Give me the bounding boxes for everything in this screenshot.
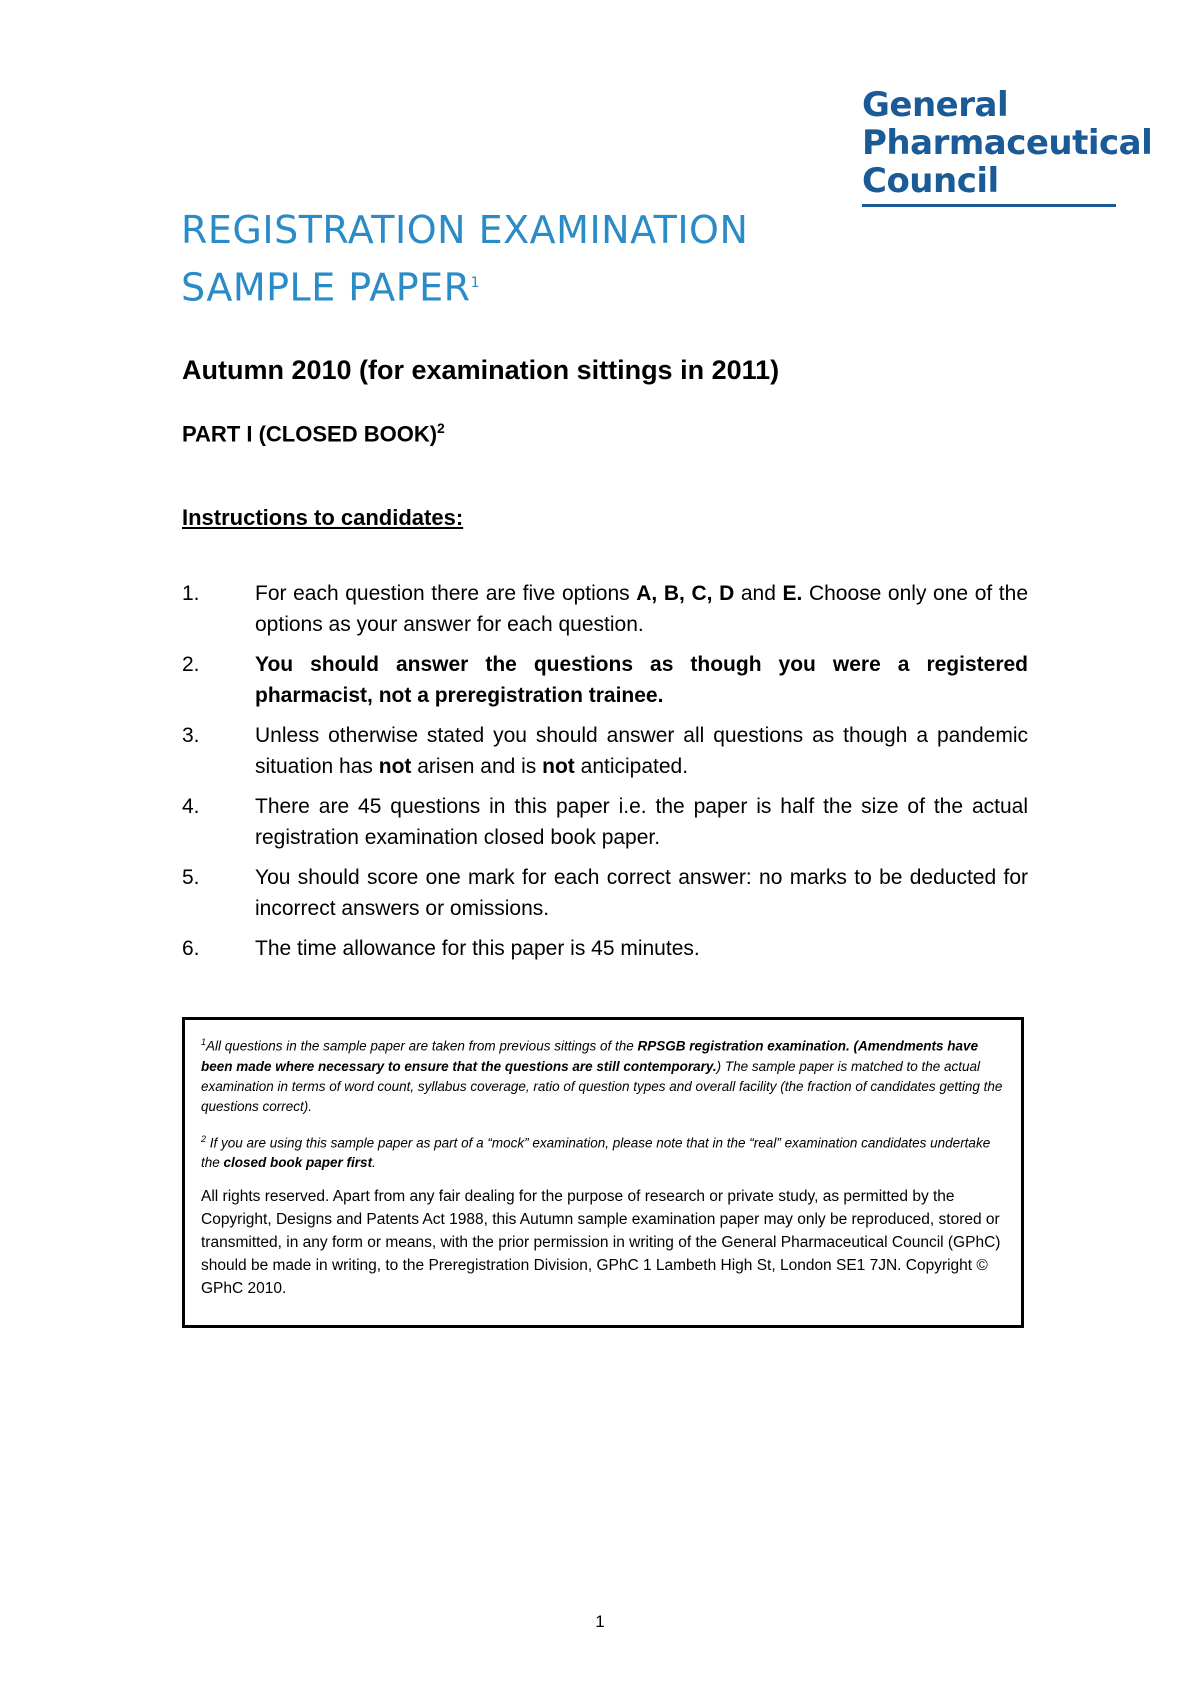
text-segment: All questions in the sample paper are taken from previous sittings of the <box>206 1038 638 1054</box>
instruction-item <box>182 578 1028 640</box>
text-segment: not <box>542 755 575 778</box>
document-title <box>181 204 748 315</box>
instructions-heading: Instructions to candidates: <box>182 505 464 530</box>
text-segment: The time allowance for this paper is 45 minutes. <box>255 937 700 960</box>
part-label: PART I (CLOSED BOOK) <box>182 421 438 447</box>
instruction-item <box>182 649 1028 711</box>
title-line-2-text: SAMPLE PAPER <box>181 265 471 310</box>
instruction-number: 6. <box>182 937 200 960</box>
text-segment: arisen and is <box>411 755 543 778</box>
copyright-notice: All rights reserved. Apart from any fair dealing for the purpose of research or private study, as permitted by the Copyright, Designs and Patents Act 1988, this Autumn sample examination paper may only be reproduced, stored or transmitted, in any form or means, with the prior permission in writing of the General Pharmaceutical Council (GPhC) should be made in writing, to the Preregistration Division, GPhC 1 Lambeth High St, London SE1 7JN. Copyright © GPhC 2010. <box>201 1188 1001 1297</box>
text-segment: . <box>372 1155 376 1170</box>
instruction-number: 2. <box>182 653 200 676</box>
instruction-text <box>255 720 1028 782</box>
text-segment: ) The sample paper is matched to the actual examination in terms of word count, syllabus coverage, ratio of question types and overall facility (the fraction of candidates getting the questions correct). <box>201 1058 1003 1114</box>
instruction-number: 1. <box>182 582 200 605</box>
text-segment: E. <box>782 582 803 605</box>
title-line-2 <box>181 257 748 315</box>
part-footnote-marker: 2 <box>437 420 445 436</box>
footnote-2 <box>201 1129 1005 1174</box>
text-segment: closed book paper first <box>223 1155 373 1170</box>
text-segment: If you are using this sample paper as part of a “mock” examination, please note that in the “real” examination candidates undertake the <box>201 1135 991 1170</box>
notes-box <box>182 1017 1024 1328</box>
footnote-1 <box>201 1032 1005 1117</box>
text-segment: For each question there are five options <box>255 582 637 605</box>
instruction-text <box>255 649 1028 711</box>
text-segment: RPSGB registration examination. (Amendments have been made where necessary to ensure that the questions are still contemporary. <box>201 1038 979 1074</box>
instruction-text <box>255 578 1028 640</box>
text-segment: anticipated. <box>574 755 689 778</box>
instruction-item <box>182 933 1028 964</box>
text-segment: There are 45 questions in this paper i.e. the paper is half the size of the actual registration examination closed book paper. <box>255 795 1028 849</box>
exam-session-subtitle: Autumn 2010 (for examination sittings in 2011) <box>182 355 780 385</box>
gphc-logo <box>862 85 1153 207</box>
instruction-item <box>182 720 1028 782</box>
text-segment: You should score one mark for each correct answer: no marks to be deducted for incorrect answers or omissions. <box>255 866 1028 920</box>
instruction-number: 4. <box>182 795 200 818</box>
text-segment: not <box>378 755 412 778</box>
text-segment: Choose only one of the options as your answer for each question. <box>255 582 1029 636</box>
part-heading <box>182 420 445 447</box>
instruction-item <box>182 791 1028 853</box>
title-footnote-marker: 1 <box>470 275 481 291</box>
text-segment: Unless otherwise stated you should answer all questions as though a pandemic situation has <box>255 724 1028 778</box>
text-segment: You should answer the questions as though you were a registered pharmacist, not a preregistration trainee. <box>255 653 1028 707</box>
instruction-text <box>255 862 1028 924</box>
logo-line-general: General <box>862 85 1009 125</box>
logo-underline <box>862 204 1116 207</box>
text-segment: A, B, C, D <box>636 582 735 605</box>
instruction-number: 5. <box>182 866 200 889</box>
instruction-text <box>255 933 1028 964</box>
instruction-text <box>255 791 1028 853</box>
text-segment: and <box>734 582 783 605</box>
page-number: 1 <box>595 1612 605 1631</box>
footnote-marker: 2 <box>201 1133 207 1144</box>
instruction-item <box>182 862 1028 924</box>
logo-line-pharmaceutical: Pharmaceutical <box>862 123 1153 163</box>
title-line-1: REGISTRATION EXAMINATION <box>181 208 749 252</box>
instructions-list <box>182 578 1028 973</box>
logo-line-council: Council <box>862 161 999 201</box>
footnote-marker: 1 <box>201 1037 207 1047</box>
instruction-number: 3. <box>182 724 200 747</box>
